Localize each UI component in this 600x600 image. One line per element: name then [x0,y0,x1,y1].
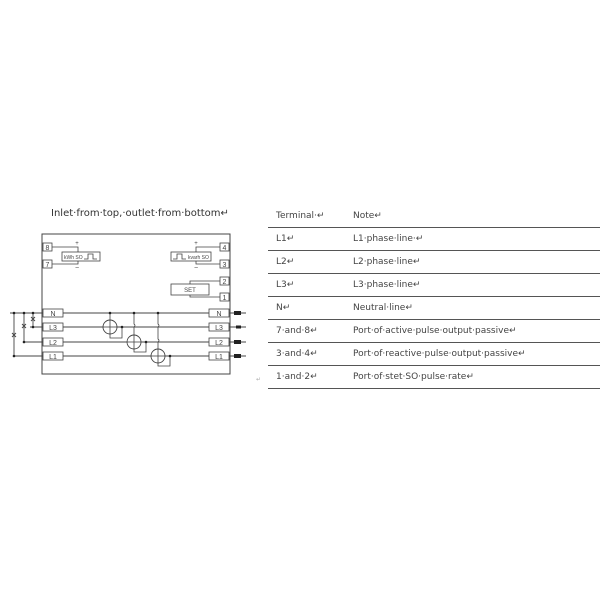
header-terminal: Terminal·↵ [276,211,325,221]
table-row [268,319,600,343]
svg-text:3: 3 [222,262,227,269]
plus-sign-active: + [75,241,79,247]
inlet-wiring [12,313,35,356]
terminal-3 [220,260,229,269]
cell-note: Neutral·line↵ [353,303,413,313]
terminal-right-L2 [209,338,229,347]
svg-text:2: 2 [222,279,227,286]
svg-text:L3: L3 [215,325,223,332]
cell-terminal: L2↵ [276,257,295,267]
terminal-4 [220,243,229,252]
table-header-row [268,204,600,228]
terminal-8 [43,243,52,252]
cell-terminal: 3·and·4↵ [276,349,318,359]
svg-text:N: N [216,311,222,318]
cell-terminal: 7·and·8↵ [276,326,318,336]
terminal-left-L3 [43,323,63,332]
terminal-7 [43,260,52,269]
svg-text:L3: L3 [49,325,57,332]
junction-dots-left [13,312,35,358]
table-row [268,227,600,251]
cell-note: Port·of·reactive·pulse·output·passive↵ [353,349,526,359]
terminal-left-L2 [43,338,63,347]
cell-terminal: L1↵ [276,234,295,244]
cell-note: Port·of·active·pulse·output·passive↵ [353,326,517,336]
cell-note: L2·phase·line↵ [353,257,421,267]
active-pulse-label: kWh SO [64,255,83,261]
svg-text:8: 8 [45,245,50,252]
terminal-2 [220,277,229,286]
stray-mark: ↵ [256,376,262,383]
table-row [268,250,600,274]
svg-text:N: N [50,311,56,318]
cell-terminal: 1·and·2↵ [276,372,318,382]
terminal-right-L3 [209,323,229,332]
cell-note: L1·phase·line·↵ [353,234,424,244]
terminal-right-L1 [209,352,229,361]
terminal-right-N [209,309,229,318]
svg-text:4: 4 [222,245,227,252]
table-row [268,365,600,389]
svg-text:L1: L1 [215,354,223,361]
cell-terminal: L3↵ [276,280,295,290]
table-row [268,273,600,297]
svg-text:L2: L2 [215,340,223,347]
cell-note: Port·of·stet·SO·pulse·rate↵ [353,372,474,382]
bus-lines [10,313,246,356]
plus-sign-reactive: + [194,241,198,247]
table-row [268,342,600,366]
cell-note: L3·phase·line↵ [353,280,421,290]
table-row [268,296,600,320]
cell-terminal: N↵ [276,303,291,313]
svg-text:1: 1 [222,295,227,302]
set-label: SET [184,288,196,294]
terminal-left-N [43,309,63,318]
svg-text:L2: L2 [49,340,57,347]
svg-text:7: 7 [45,262,50,269]
terminal-1 [220,293,229,302]
reactive-pulse-label: kvarh SO [188,255,209,261]
header-note: Note↵ [353,211,382,221]
minus-sign-active: − [74,265,80,272]
minus-sign-reactive: − [193,265,199,272]
terminal-left-L1 [43,352,63,361]
diagram-caption: Inlet·from·top,·outlet·from·bottom↵ [51,208,229,219]
svg-text:L1: L1 [49,354,57,361]
outlet-arrows [234,311,241,358]
